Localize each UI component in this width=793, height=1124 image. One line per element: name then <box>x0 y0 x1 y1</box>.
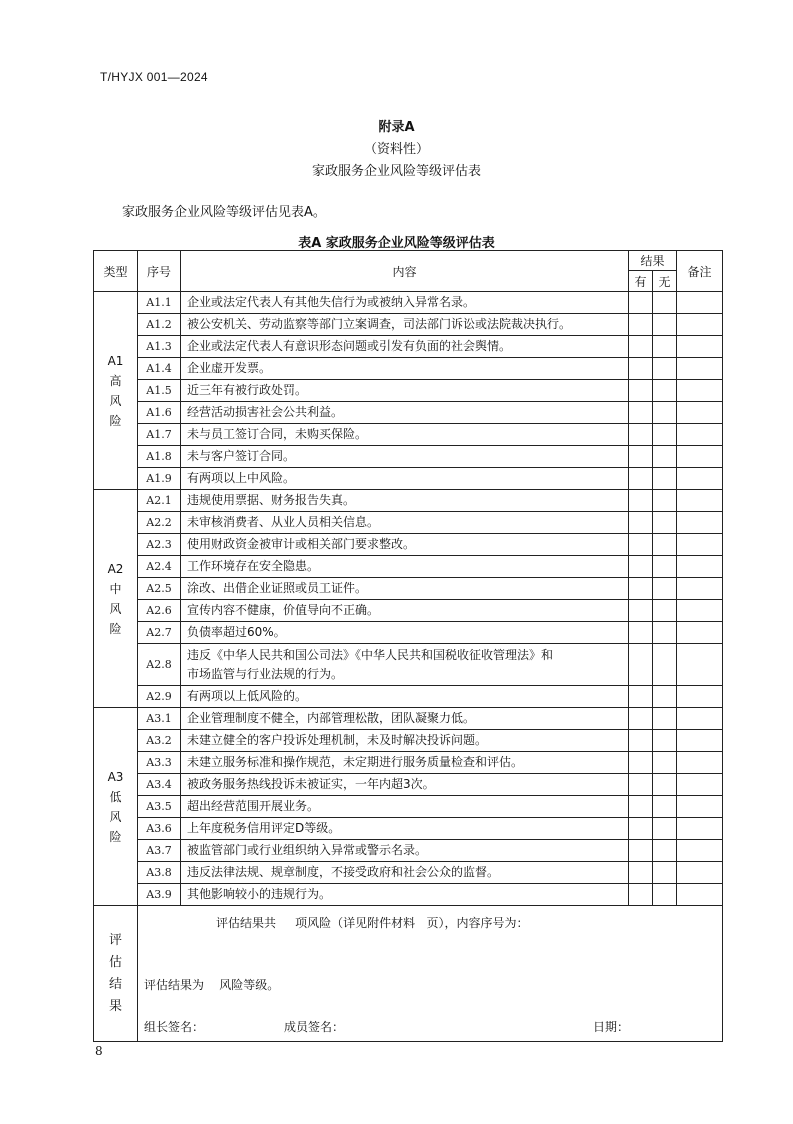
remarks-cell[interactable] <box>677 708 723 730</box>
item-content: 企业或法定代表人有其他失信行为或被纳入异常名录。 <box>181 292 629 314</box>
result-no-cell[interactable] <box>653 752 677 774</box>
table-row <box>94 380 723 402</box>
item-content: 被公安机关、劳动监察等部门立案调查，司法部门诉讼或法院裁决执行。 <box>181 314 629 336</box>
result-yes-cell[interactable] <box>629 380 653 402</box>
risk-category-char: A2 <box>107 561 124 576</box>
item-number: A2.1 <box>138 490 181 512</box>
result-no-cell[interactable] <box>653 862 677 884</box>
item-number: A3.8 <box>138 862 181 884</box>
table-row <box>94 314 723 336</box>
result-yes-cell[interactable] <box>629 424 653 446</box>
result-no-cell[interactable] <box>653 622 677 644</box>
remarks-cell[interactable] <box>677 336 723 358</box>
item-number: A3.6 <box>138 818 181 840</box>
result-yes-cell[interactable] <box>629 884 653 906</box>
item-content: 有两项以上中风险。 <box>181 468 629 490</box>
item-number: A3.1 <box>138 708 181 730</box>
result-no-cell[interactable] <box>653 556 677 578</box>
footer-label <box>94 906 138 1042</box>
result-no-cell[interactable] <box>653 708 677 730</box>
item-content: 企业管理制度不健全，内部管理松散，团队凝聚力低。 <box>181 708 629 730</box>
remarks-cell[interactable] <box>677 644 723 686</box>
result-yes-cell[interactable] <box>629 534 653 556</box>
remarks-cell[interactable] <box>677 446 723 468</box>
item-number: A1.8 <box>138 446 181 468</box>
date-label: 日期： <box>593 1020 630 1034</box>
table-row <box>94 402 723 424</box>
item-number: A1.1 <box>138 292 181 314</box>
risk-category-label <box>94 490 138 708</box>
item-number: A1.4 <box>138 358 181 380</box>
item-number: A3.3 <box>138 752 181 774</box>
result-yes-cell[interactable] <box>629 644 653 686</box>
assessment-result-cell <box>138 906 723 1042</box>
table-row <box>94 468 723 490</box>
item-number: A3.7 <box>138 840 181 862</box>
col-header-content: 内容 <box>181 251 629 292</box>
remarks-cell[interactable] <box>677 862 723 884</box>
risk-category-char: 险 <box>109 829 122 844</box>
remarks-cell[interactable] <box>677 292 723 314</box>
item-content: 使用财政资金被审计或相关部门要求整改。 <box>181 534 629 556</box>
item-content: 宣传内容不健康，价值导向不正确。 <box>181 600 629 622</box>
result-yes-cell[interactable] <box>629 512 653 534</box>
result-no-cell[interactable] <box>653 730 677 752</box>
table-row <box>94 840 723 862</box>
result-no-cell[interactable] <box>653 818 677 840</box>
result-yes-cell[interactable] <box>629 468 653 490</box>
table-row <box>94 774 723 796</box>
table-row <box>94 446 723 468</box>
remarks-cell[interactable] <box>677 358 723 380</box>
item-content: 上年度税务信用评定D等级。 <box>181 818 629 840</box>
item-content: 被政务服务热线投诉未被证实，一年内超3次。 <box>181 774 629 796</box>
remarks-cell[interactable] <box>677 314 723 336</box>
item-number: A1.5 <box>138 380 181 402</box>
item-content: 未建立健全的客户投诉处理机制，未及时解决投诉问题。 <box>181 730 629 752</box>
result-yes-cell[interactable] <box>629 840 653 862</box>
item-number: A3.2 <box>138 730 181 752</box>
result-no-cell[interactable] <box>653 358 677 380</box>
result-summary-line: 评估结果共 项风险（详见附件材料 页），内容序号为： <box>216 916 529 930</box>
risk-assessment-table <box>93 250 723 1042</box>
result-yes-cell[interactable] <box>629 336 653 358</box>
table-row <box>94 424 723 446</box>
table-row <box>94 884 723 906</box>
result-level-line: 评估结果为 风险等级。 <box>144 978 280 992</box>
item-number: A2.6 <box>138 600 181 622</box>
table-caption: 表A 家政服务企业风险等级评估表 <box>298 236 495 251</box>
remarks-cell[interactable] <box>677 774 723 796</box>
result-no-cell[interactable] <box>653 424 677 446</box>
item-number: A1.7 <box>138 424 181 446</box>
item-number: A2.4 <box>138 556 181 578</box>
col-header-result: 结果 <box>629 251 677 271</box>
result-yes-cell[interactable] <box>629 862 653 884</box>
remarks-cell[interactable] <box>677 884 723 906</box>
item-content: 被监管部门或行业组织纳入异常或警示名录。 <box>181 840 629 862</box>
item-content: 企业虚开发票。 <box>181 358 629 380</box>
risk-category-label <box>94 292 138 490</box>
result-yes-cell[interactable] <box>629 730 653 752</box>
risk-category-char: 低 <box>109 789 122 804</box>
result-yes-cell[interactable] <box>629 292 653 314</box>
remarks-cell[interactable] <box>677 818 723 840</box>
item-content: 经营活动损害社会公共利益。 <box>181 402 629 424</box>
result-no-cell[interactable] <box>653 402 677 424</box>
risk-category-char: 险 <box>109 621 122 636</box>
result-no-cell[interactable] <box>653 644 677 686</box>
item-number: A1.6 <box>138 402 181 424</box>
item-content: 涂改、出借企业证照或员工证件。 <box>181 578 629 600</box>
item-content: 违规使用票据、财务报告失真。 <box>181 490 629 512</box>
result-yes-cell[interactable] <box>629 446 653 468</box>
result-yes-cell[interactable] <box>629 796 653 818</box>
remarks-cell[interactable] <box>677 556 723 578</box>
item-number: A3.4 <box>138 774 181 796</box>
table-row <box>94 512 723 534</box>
table-row <box>94 292 723 314</box>
table-row <box>94 862 723 884</box>
col-header-seq: 序号 <box>138 251 181 292</box>
item-content <box>181 644 629 686</box>
result-no-cell[interactable] <box>653 490 677 512</box>
result-no-cell[interactable] <box>653 380 677 402</box>
result-no-cell[interactable] <box>653 314 677 336</box>
risk-category-char: 风 <box>109 809 122 824</box>
remarks-cell[interactable] <box>677 796 723 818</box>
intro-paragraph: 家政服务企业风险等级评估见表A。 <box>122 205 326 220</box>
result-yes-cell[interactable] <box>629 314 653 336</box>
col-header-remarks: 备注 <box>677 251 723 292</box>
result-no-cell[interactable] <box>653 446 677 468</box>
item-content: 未与员工签订合同，未购买保险。 <box>181 424 629 446</box>
result-no-cell[interactable] <box>653 600 677 622</box>
footer-label-char: 结 <box>108 976 122 992</box>
result-yes-cell[interactable] <box>629 578 653 600</box>
result-yes-cell[interactable] <box>629 818 653 840</box>
table-row <box>94 752 723 774</box>
table-row <box>94 534 723 556</box>
member-signature-label: 成员签名： <box>284 1020 345 1034</box>
table-row <box>94 358 723 380</box>
table-row <box>94 578 723 600</box>
result-yes-cell[interactable] <box>629 752 653 774</box>
item-number: A3.9 <box>138 884 181 906</box>
result-no-cell[interactable] <box>653 796 677 818</box>
item-content: 企业或法定代表人有意识形态问题或引发有负面的社会舆情。 <box>181 336 629 358</box>
result-yes-cell[interactable] <box>629 556 653 578</box>
item-number: A1.9 <box>138 468 181 490</box>
result-yes-cell[interactable] <box>629 358 653 380</box>
table-row <box>94 336 723 358</box>
footer-label-char: 评 <box>108 932 122 948</box>
remarks-cell[interactable] <box>677 840 723 862</box>
result-no-cell[interactable] <box>653 534 677 556</box>
result-no-cell[interactable] <box>653 578 677 600</box>
table-row <box>94 556 723 578</box>
result-no-cell[interactable] <box>653 686 677 708</box>
table-row <box>94 818 723 840</box>
remarks-cell[interactable] <box>677 490 723 512</box>
risk-category-char: 高 <box>109 373 122 388</box>
remarks-cell[interactable] <box>677 468 723 490</box>
footer-label-char: 估 <box>108 954 122 970</box>
table-row <box>94 686 723 708</box>
appendix-nature: （资料性） <box>363 142 429 157</box>
remarks-cell[interactable] <box>677 534 723 556</box>
risk-category-char: 险 <box>109 413 122 428</box>
result-no-cell[interactable] <box>653 468 677 490</box>
result-no-cell[interactable] <box>653 840 677 862</box>
col-header-yes: 有 <box>629 271 653 292</box>
item-content: 超出经营范围开展业务。 <box>181 796 629 818</box>
item-number: A2.8 <box>138 644 181 686</box>
remarks-cell[interactable] <box>677 512 723 534</box>
appendix-name: 家政服务企业风险等级评估表 <box>311 164 481 179</box>
risk-category-char: 风 <box>109 601 122 616</box>
table-row <box>94 622 723 644</box>
item-content-line: 违反《中华人民共和国公司法》《中华人民共和国税收征收管理法》和 <box>187 647 554 662</box>
remarks-cell[interactable] <box>677 730 723 752</box>
table-row <box>94 708 723 730</box>
item-number: A2.3 <box>138 534 181 556</box>
result-no-cell[interactable] <box>653 774 677 796</box>
result-yes-cell[interactable] <box>629 774 653 796</box>
item-number: A1.2 <box>138 314 181 336</box>
table-row <box>94 730 723 752</box>
result-no-cell[interactable] <box>653 292 677 314</box>
remarks-cell[interactable] <box>677 752 723 774</box>
leader-signature-label: 组长签名： <box>144 1020 205 1034</box>
table-row <box>94 600 723 622</box>
item-content: 未建立服务标准和操作规范，未定期进行服务质量检查和评估。 <box>181 752 629 774</box>
item-number: A2.9 <box>138 686 181 708</box>
item-number: A2.5 <box>138 578 181 600</box>
item-content: 其他影响较小的违规行为。 <box>181 884 629 906</box>
risk-category-char: A1 <box>107 353 124 368</box>
appendix-title: 附录A <box>378 120 415 135</box>
remarks-cell[interactable] <box>677 380 723 402</box>
item-content: 近三年有被行政处罚。 <box>181 380 629 402</box>
risk-category-label <box>94 708 138 906</box>
remarks-cell[interactable] <box>677 622 723 644</box>
risk-category-char: A3 <box>107 769 124 784</box>
remarks-cell[interactable] <box>677 578 723 600</box>
risk-category-char: 中 <box>109 581 122 596</box>
item-number: A3.5 <box>138 796 181 818</box>
result-no-cell[interactable] <box>653 512 677 534</box>
table-row <box>94 796 723 818</box>
item-content: 未审核消费者、从业人员相关信息。 <box>181 512 629 534</box>
item-content: 有两项以上低风险的。 <box>181 686 629 708</box>
item-content-line: 市场监管与行业法规的行为。 <box>187 666 344 681</box>
footer-label-char: 果 <box>108 998 122 1014</box>
result-yes-cell[interactable] <box>629 686 653 708</box>
table-row <box>94 644 723 686</box>
risk-category-char: 风 <box>109 393 122 408</box>
result-yes-cell[interactable] <box>629 600 653 622</box>
standard-code: T/HYJX 001—2024 <box>100 70 208 84</box>
result-yes-cell[interactable] <box>629 708 653 730</box>
page-number: 8 <box>95 1044 103 1058</box>
remarks-cell[interactable] <box>677 424 723 446</box>
result-yes-cell[interactable] <box>629 622 653 644</box>
remarks-cell[interactable] <box>677 600 723 622</box>
result-yes-cell[interactable] <box>629 402 653 424</box>
item-content: 工作环境存在安全隐患。 <box>181 556 629 578</box>
result-no-cell[interactable] <box>653 884 677 906</box>
col-header-no: 无 <box>653 271 677 292</box>
item-content: 负债率超过60%。 <box>181 622 629 644</box>
item-number: A1.3 <box>138 336 181 358</box>
item-number: A2.2 <box>138 512 181 534</box>
item-content: 违反法律法规、规章制度，不接受政府和社会公众的监督。 <box>181 862 629 884</box>
remarks-cell[interactable] <box>677 402 723 424</box>
result-yes-cell[interactable] <box>629 490 653 512</box>
remarks-cell[interactable] <box>677 686 723 708</box>
table-row <box>94 490 723 512</box>
result-no-cell[interactable] <box>653 336 677 358</box>
item-number: A2.7 <box>138 622 181 644</box>
item-content: 未与客户签订合同。 <box>181 446 629 468</box>
col-header-type: 类型 <box>94 251 138 292</box>
